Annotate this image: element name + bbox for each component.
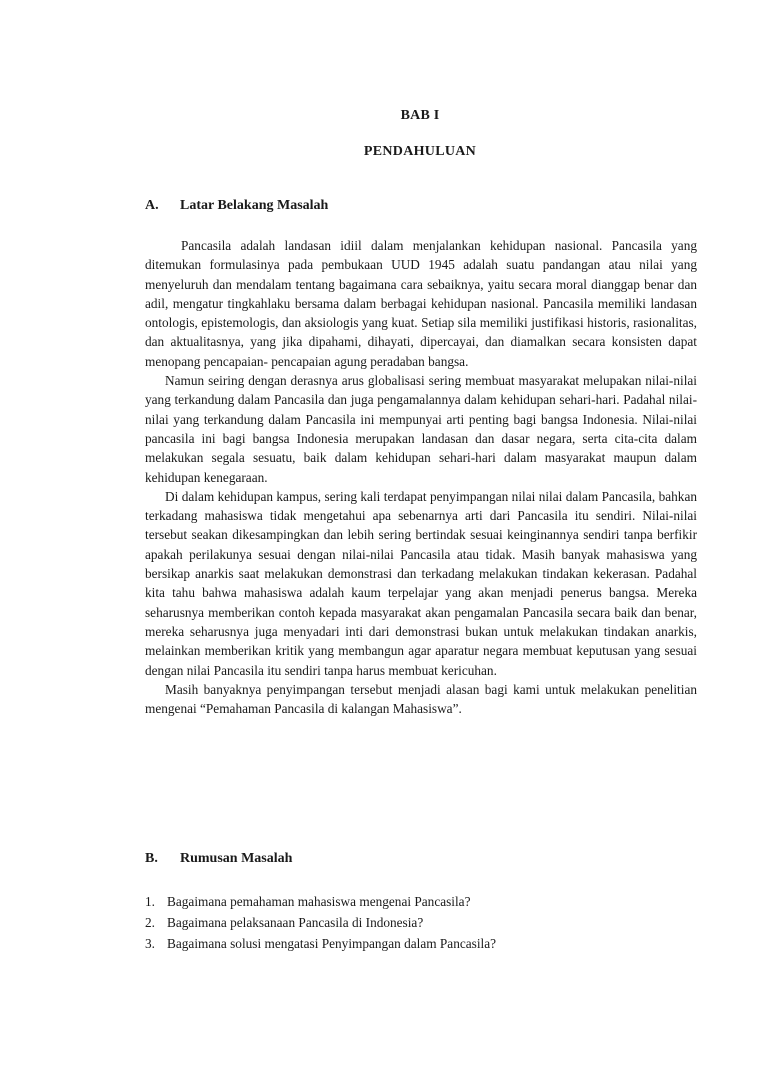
- paragraph-3: Di dalam kehidupan kampus, sering kali terdapat penyimpangan nilai nilai dalam Pancasila, bahkan terkadang mahasiswa tidak mengetahui apa sebenarnya arti dari Pancasila itu sendiri. Nilai-nilai tersebut seakan dikesampingkan dan lebih sering bertindak sesuai keinginannya sendiri tanpa berfikir apakah perilakunya sesuai dengan nilai-nilai Pancasila atau tidak. Masih banyak mahasiswa yang bersikap anarkis saat melakukan demonstrasi dan terkadang melakukan tindakan kekerasan. Padahal kita tahu bahwa mahasiswa adalah kaum terpelajar yang akan menjadi penerus bangsa. Mereka seharusnya memberikan contoh kepada masyarakat akan pengamalan Pancasila secara baik dan benar, mereka seharusnya juga menyadari inti dari demonstrasi bukan untuk melakukan tindakan anarkis, melainkan memberikan kritik yang membangun agar aparatur negara membuat keputusan yang sesuai dengan nilai Pancasila itu sendiri tanpa harus membuat kericuhan.: [145, 488, 697, 678]
- chapter-number: BAB I: [400, 108, 440, 123]
- list-item: [145, 891, 705, 912]
- list-item-number: 1.: [145, 894, 155, 909]
- chapter-title: PENDAHULUAN: [363, 144, 477, 159]
- section-b-title: Rumusan Masalah: [180, 851, 293, 866]
- list-item-number: 2.: [145, 915, 155, 930]
- paragraph-1: Pancasila adalah landasan idiil dalam menjalankan kehidupan nasional. Pancasila yang ditemukan formulasinya pada pembukaan UUD 1945 adalah suatu pandangan atau nilai yang menyeluruh dan mendalam tentang bagaimana cara sebaiknya, yaitu secara moral dianggap benar dan adil, mengatur tingkahlaku bersama dalam berbagai kehidupan nasional. Pancasila memiliki landasan ontologis, epistemologis, dan aksiologis yang kuat. Setiap sila memiliki justifikasi historis, rasionalitas, dan aktualitasnya, yang jika dipahami, dihayati, dipercayai, dan diamalkan secara konsisten dapat menopang pencapaian- pencapaian agung peradaban bangsa.: [145, 238, 697, 369]
- paragraph-2: Namun seiring dengan derasnya arus globalisasi sering membuat masyarakat melupakan nilai-nilai yang terkandung dalam Pancasila dan juga pengamalannya dalam kehidupan sehari-hari. Padahal nilai-nilai yang terkandung dalam Pancasila ini mempunyai arti penting bagi bangsa Indonesia. Nilai-nilai pancasila ini bagi bangsa Indonesia merupakan landasan dan dasar negara, serta cita-cita dalam melakukan segala sesuatu, baik dalam kehidupan sehari-hari dalam masyarakat maupun dalam kehidupan kenegaraan.: [145, 373, 697, 485]
- list-item: [145, 933, 705, 954]
- list-item-number: 3.: [145, 936, 155, 951]
- paragraph-4: Masih banyaknya penyimpangan tersebut menjadi alasan bagi kami untuk melakukan penelitian mengenai “Pemahaman Pancasila di kalangan Mahasiswa”.: [145, 681, 697, 717]
- section-b-heading: [145, 851, 292, 867]
- list-item-text: Bagaimana pelaksanaan Pancasila di Indonesia?: [167, 915, 424, 930]
- list-item-text: Bagaimana solusi mengatasi Penyimpangan dalam Pancasila?: [167, 936, 497, 951]
- section-a-heading: [145, 198, 328, 214]
- section-a-body: [145, 236, 697, 718]
- list-item: [145, 912, 705, 933]
- list-item-text: Bagaimana pemahaman mahasiswa mengenai Pancasila?: [167, 894, 471, 909]
- section-a-letter: A.: [145, 198, 159, 213]
- section-a-title: Latar Belakang Masalah: [180, 198, 329, 213]
- section-b-letter: B.: [145, 851, 158, 866]
- problem-list: [145, 891, 705, 954]
